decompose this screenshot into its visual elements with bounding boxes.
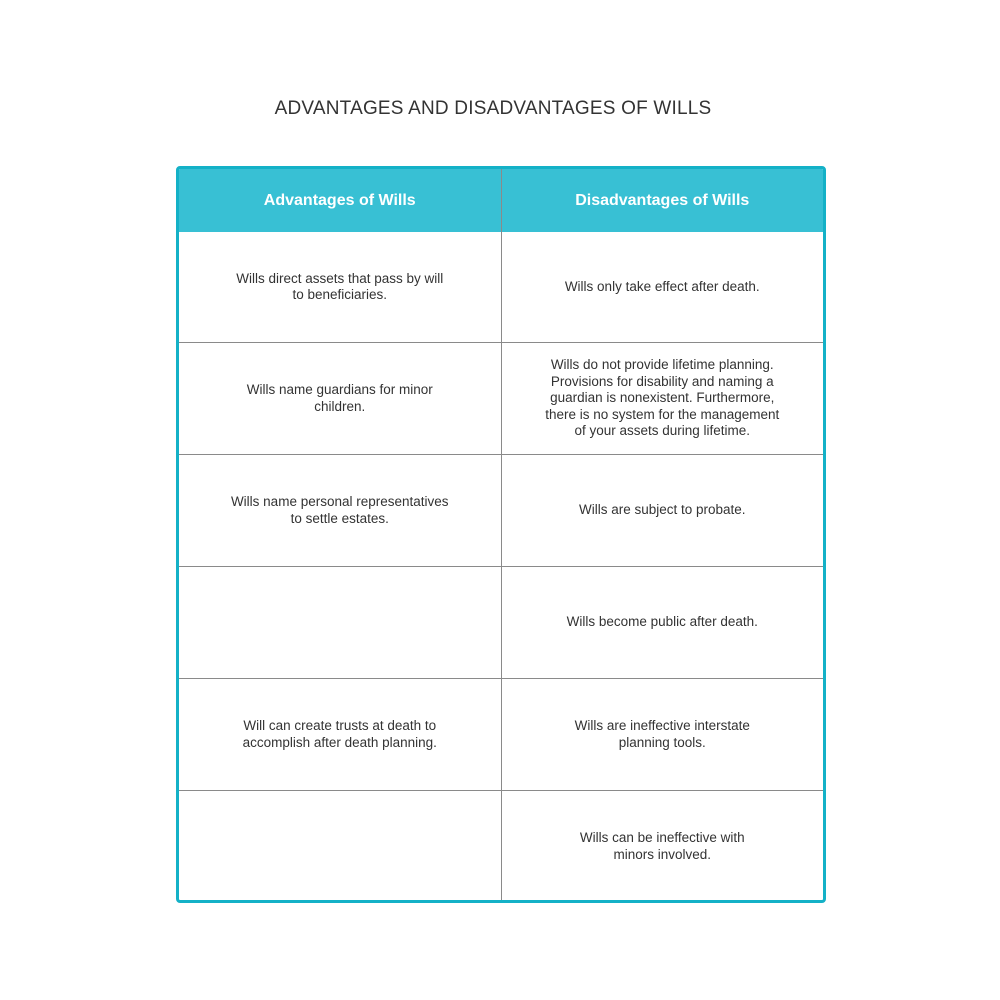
table-row <box>179 232 823 342</box>
table-row <box>179 342 823 454</box>
table-header-row <box>179 169 823 232</box>
advantage-cell: Wills name guardians for minor children. <box>179 343 502 454</box>
advantage-cell: Wills direct assets that pass by will to beneficiaries. <box>179 232 502 342</box>
advantage-cell <box>179 791 502 902</box>
table-row <box>179 678 823 790</box>
advantage-cell <box>179 567 502 678</box>
advantage-cell: Wills name personal representatives to settle estates. <box>179 455 502 566</box>
header-advantages: Advantages of Wills <box>179 169 502 232</box>
header-disadvantages: Disadvantages of Wills <box>575 191 750 209</box>
disadvantage-cell: Wills only take effect after death. <box>564 278 760 294</box>
table-row <box>179 790 823 902</box>
disadvantage-cell: Wills are ineffective interstate planning tools. <box>574 718 750 750</box>
table-row <box>179 566 823 678</box>
page-title: ADVANTAGES AND DISADVANTAGES OF WILLS <box>274 98 712 119</box>
wills-comparison-table <box>176 166 826 903</box>
disadvantage-cell: Wills are subject to probate. <box>578 502 746 518</box>
disadvantage-cell: Wills do not provide lifetime planning. Provisions for disability and naming a guardian is nonexistent. Furthermore, there is no system for the management of your assets during lifetime. <box>545 357 780 439</box>
advantage-cell: Will can create trusts at death to accomplish after death planning. <box>179 679 502 790</box>
table-row <box>179 454 823 566</box>
disadvantage-cell: Wills can be ineffective with minors involved. <box>579 830 745 862</box>
disadvantage-cell: Wills become public after death. <box>566 614 758 630</box>
